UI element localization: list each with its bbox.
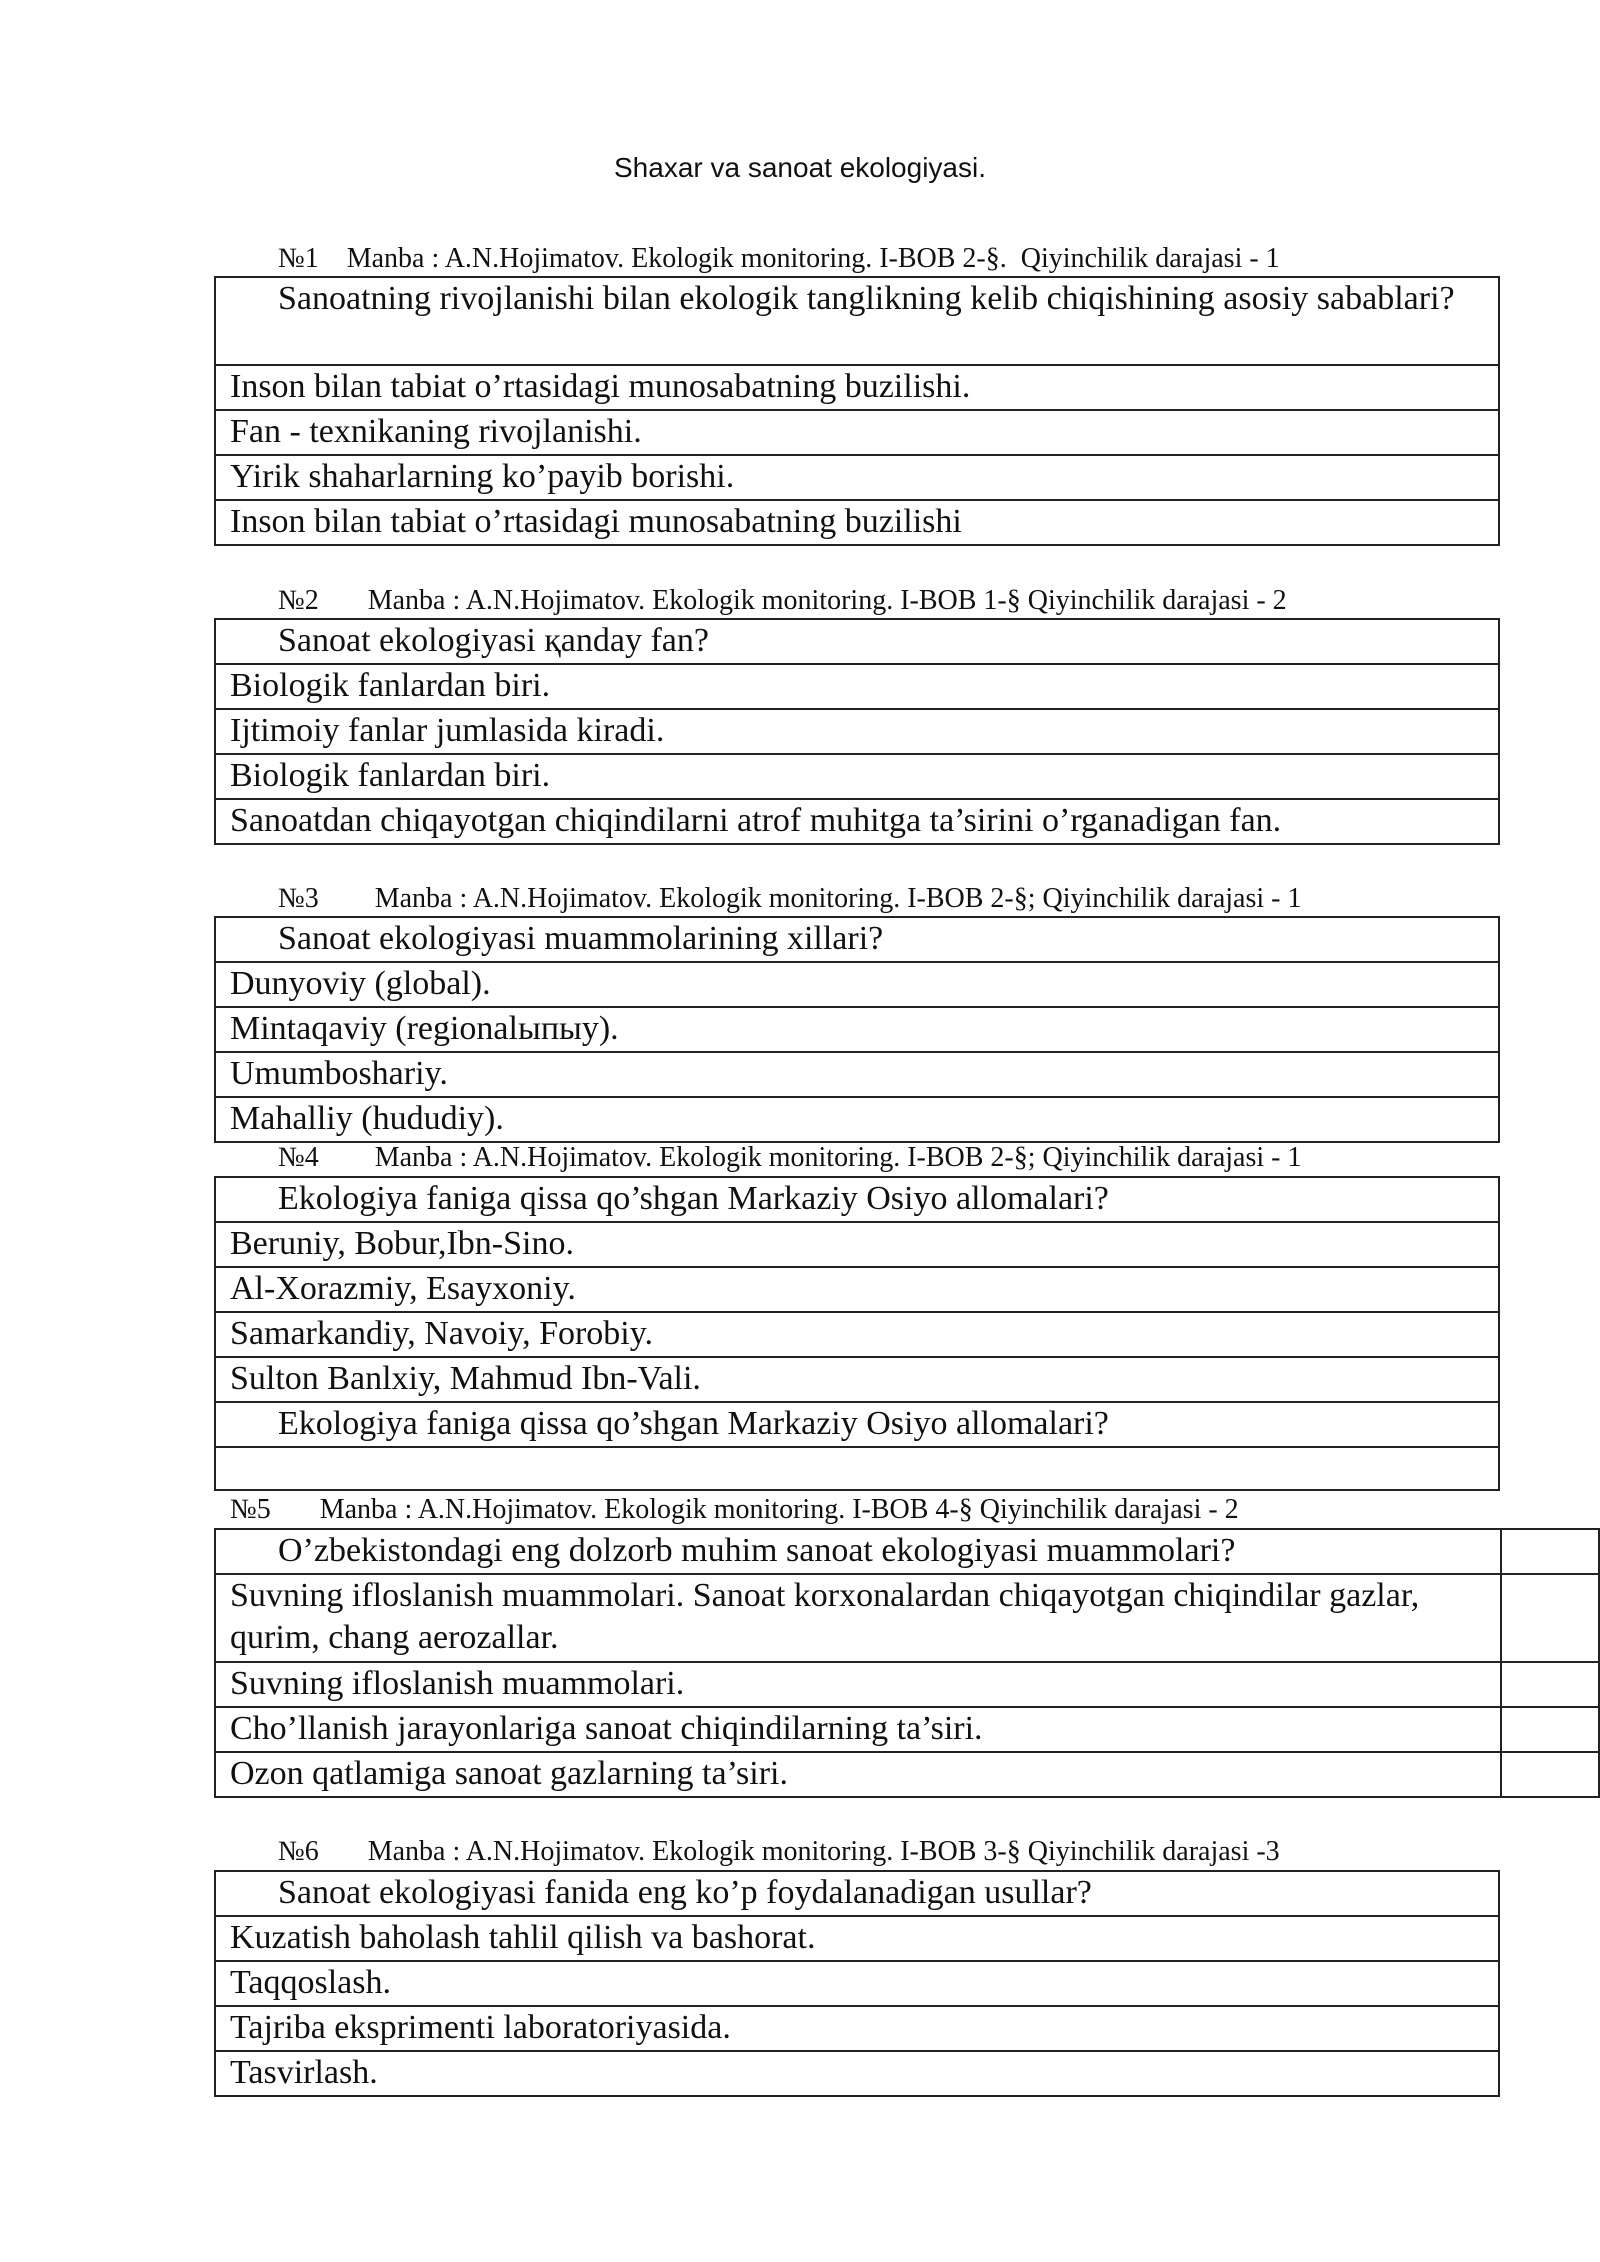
answer-row <box>215 1662 1599 1707</box>
blank-cell <box>1501 1529 1599 1574</box>
question-1-answer-4: Inson bilan tabiat o’rtasidagi munosabatning buzilishi <box>215 500 1499 545</box>
answer-row <box>215 1916 1499 1961</box>
question-3-answer-3: Umumboshariy. <box>215 1052 1499 1097</box>
question-2-table <box>214 618 1500 845</box>
question-5-text: O’zbekistondagi eng dolzorb muhim sanoat ekologiyasi muammolari? <box>215 1529 1501 1574</box>
answer-row <box>215 1267 1499 1312</box>
blank-cell <box>1501 1662 1599 1707</box>
question-row <box>215 1177 1499 1222</box>
question-6-answer-2: Taqqoslash. <box>215 1961 1499 2006</box>
empty-row <box>215 1447 1499 1490</box>
answer-row <box>215 962 1499 1007</box>
question-3-table <box>214 916 1500 1143</box>
answer-row <box>215 2006 1499 2051</box>
answer-row <box>215 754 1499 799</box>
answer-row <box>215 1357 1499 1402</box>
answer-row <box>215 1222 1499 1267</box>
question-4-repeat-text: Ekologiya faniga qissa qo’shgan Markaziy Osiyo allomalari? <box>215 1402 1499 1447</box>
answer-row <box>215 500 1499 545</box>
question-1-answer-2: Fan - texnikaning rivojlanishi. <box>215 410 1499 455</box>
answer-row <box>215 455 1499 500</box>
answer-row <box>215 1007 1499 1052</box>
question-1-table <box>214 276 1500 546</box>
answer-row <box>215 1752 1599 1797</box>
question-2-answer-4: Sanoatdan chiqayotgan chiqindilarni atrof muhitga ta’sirini o’rganadigan fan. <box>215 799 1499 844</box>
question-row <box>215 917 1499 962</box>
question-6-table <box>214 1870 1500 2097</box>
question-5-answer-3: Cho’llanish jarayonlariga sanoat chiqindilarning ta’siri. <box>215 1707 1501 1752</box>
page-title: Shaxar va sanoat ekologiyasi. <box>614 152 986 183</box>
question-4-answer-2: Al-Xorazmiy, Esayxoniy. <box>215 1267 1499 1312</box>
question-4-table <box>214 1176 1500 1491</box>
blank-cell <box>1501 1707 1599 1752</box>
answer-row <box>215 365 1499 410</box>
question-4-answer-3: Samarkandiy, Navoiy, Forobiy. <box>215 1312 1499 1357</box>
answer-row <box>215 799 1499 844</box>
question-3-header: №3 Manba : A.N.Hojimatov. Ekologik monitoring. I-BOB 2-§; Qiyinchilik darajasi - 1 <box>278 883 1302 914</box>
answer-row <box>215 709 1499 754</box>
question-3-answer-4: Mahalliy (hududiy). <box>215 1097 1499 1142</box>
question-2-text: Sanoat ekologiyasi қanday fan? <box>215 619 1499 664</box>
question-6-answer-4: Tasvirlash. <box>215 2051 1499 2096</box>
question-1-answer-1: Inson bilan tabiat o’rtasidagi munosabatning buzilishi. <box>215 365 1499 410</box>
answer-row <box>215 1707 1599 1752</box>
question-1-text: Sanoatning rivojlanishi bilan ekologik tanglikning kelib chiqishining asosiy sabablari? <box>215 277 1499 365</box>
question-5-table <box>214 1528 1600 1798</box>
question-5-answer-1: Suvning ifloslanish muammolari. Sanoat korxonalardan chiqayotgan chiqindilar gazlar, qurim, chang aerozallar. <box>215 1574 1501 1662</box>
question-row <box>215 1871 1499 1916</box>
question-2-header: №2 Manba : A.N.Hojimatov. Ekologik monitoring. I-BOB 1-§ Qiyinchilik darajasi - 2 <box>278 585 1287 616</box>
question-6-answer-1: Kuzatish baholash tahlil qilish va bashorat. <box>215 1916 1499 1961</box>
answer-row <box>215 1961 1499 2006</box>
question-4-answer-4: Sulton Banlxiy, Mahmud Ibn-Vali. <box>215 1357 1499 1402</box>
answer-row <box>215 1052 1499 1097</box>
question-6-header: №6 Manba : A.N.Hojimatov. Ekologik monitoring. I-BOB 3-§ Qiyinchilik darajasi -3 <box>278 1836 1280 1867</box>
question-5-header: №5 Manba : A.N.Hojimatov. Ekologik monitoring. I-BOB 4-§ Qiyinchilik darajasi - 2 <box>230 1494 1239 1525</box>
answer-row <box>215 2051 1499 2096</box>
question-1-header: №1 Manba : A.N.Hojimatov. Ekologik monitoring. I-BOB 2-§. Qiyinchilik darajasi - 1 <box>278 243 1280 274</box>
question-4-empty-cell <box>215 1447 1499 1490</box>
blank-cell <box>1501 1752 1599 1797</box>
question-4-header: №4 Manba : A.N.Hojimatov. Ekologik monitoring. I-BOB 2-§; Qiyinchilik darajasi - 1 <box>278 1142 1302 1173</box>
answer-row <box>215 1312 1499 1357</box>
blank-cell <box>1501 1574 1599 1662</box>
question-2-answer-3: Biologik fanlardan biri. <box>215 754 1499 799</box>
question-3-text: Sanoat ekologiyasi muammolarining xillari? <box>215 917 1499 962</box>
question-repeat-row <box>215 1402 1499 1447</box>
question-4-answer-1: Beruniy, Bobur,Ibn-Sino. <box>215 1222 1499 1267</box>
question-1-answer-3: Yirik shaharlarning ko’payib borishi. <box>215 455 1499 500</box>
question-row <box>215 277 1499 365</box>
question-5-answer-2: Suvning ifloslanish muammolari. <box>215 1662 1501 1707</box>
question-5-answer-4: Ozon qatlamiga sanoat gazlarning ta’siri. <box>215 1752 1501 1797</box>
question-2-answer-2: Ijtimoiy fanlar jumlasida kiradi. <box>215 709 1499 754</box>
answer-row <box>215 1574 1599 1662</box>
question-2-answer-1: Biologik fanlardan biri. <box>215 664 1499 709</box>
question-6-text: Sanoat ekologiyasi fanida eng ko’p foydalanadigan usullar? <box>215 1871 1499 1916</box>
answer-row <box>215 410 1499 455</box>
answer-row <box>215 664 1499 709</box>
question-4-text: Ekologiya faniga qissa qo’shgan Markaziy Osiyo allomalari? <box>215 1177 1499 1222</box>
question-3-answer-1: Dunyoviy (global). <box>215 962 1499 1007</box>
question-row <box>215 619 1499 664</box>
answer-row <box>215 1097 1499 1142</box>
question-6-answer-3: Tajriba eksprimenti laboratoriyasida. <box>215 2006 1499 2051</box>
question-row <box>215 1529 1599 1574</box>
question-3-answer-2: Mintaqaviy (regionalыпыу). <box>215 1007 1499 1052</box>
